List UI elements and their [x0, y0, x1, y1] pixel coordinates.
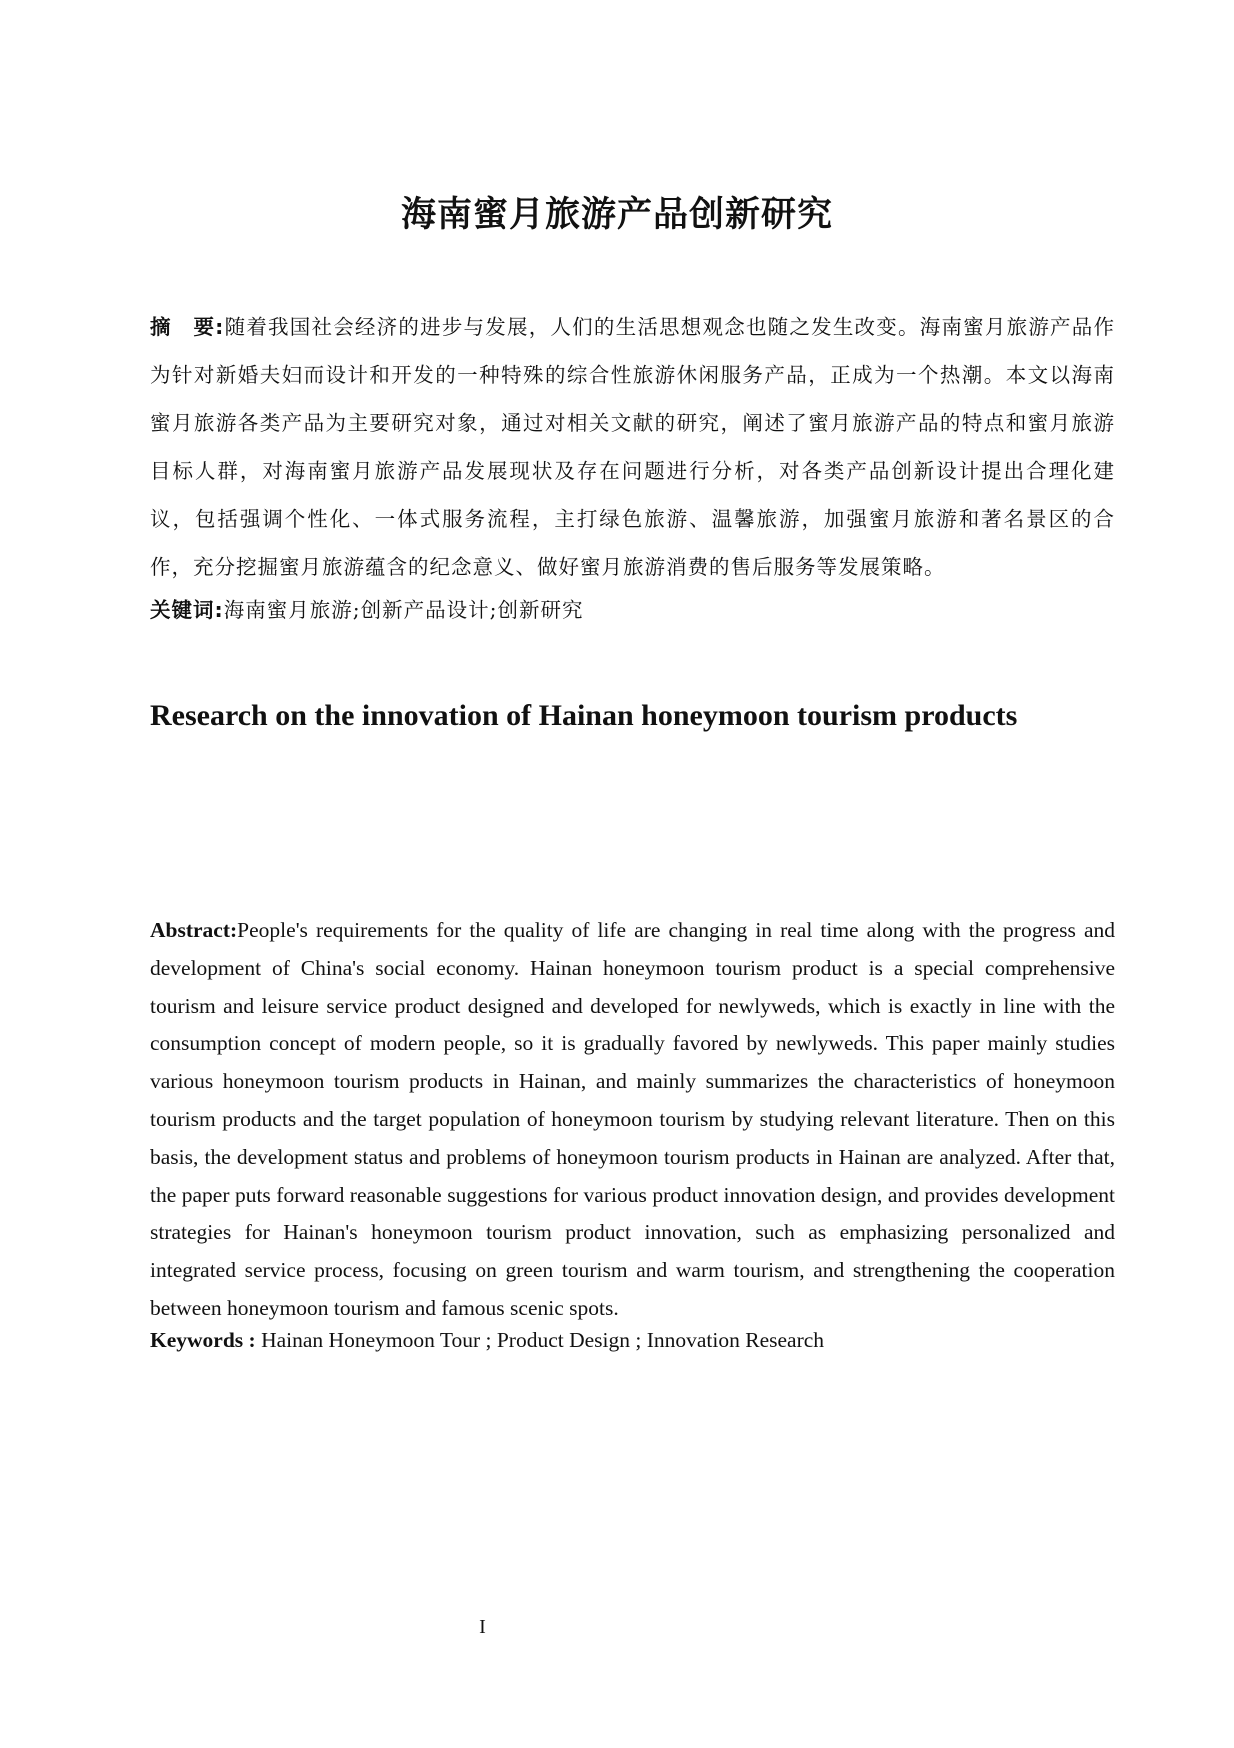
chinese-abstract	[150, 303, 1115, 591]
english-keywords-text: Hainan Honeymoon Tour ; Product Design ; Innovation Research	[255, 1328, 825, 1352]
english-abstract-label: Abstract:	[150, 918, 238, 942]
chinese-keywords	[150, 590, 1115, 630]
chinese-keywords-label: 关键词:	[150, 598, 224, 622]
english-keywords	[150, 1322, 1115, 1359]
chinese-title: 海南蜜月旅游产品创新研究	[400, 195, 833, 235]
page-number: I	[479, 1616, 486, 1638]
english-title: Research on the innovation of Hainan honeymoon tourism products	[150, 699, 1018, 732]
english-abstract	[150, 912, 1115, 1328]
chinese-keywords-text: 海南蜜月旅游;创新产品设计;创新研究	[223, 598, 584, 622]
chinese-abstract-label: 摘 要:	[150, 315, 225, 339]
chinese-abstract-text: 随着我国社会经济的进步与发展，人们的生活思想观念也随之发生改变。海南蜜月旅游产品作为针对新婚夫妇而设计和开发的一种特殊的综合性旅游休闲服务产品，正成为一个热潮。本文以海南蜜月旅游各类产品为主要研究对象，通过对相关文献的研究，阐述了蜜月旅游产品的特点和蜜月旅游目标人群，对海南蜜月旅游产品发展现状及存在问题进行分析，对各类产品创新设计提出合理化建议，包括强调个性化、一体式服务流程，主打绿色旅游、温馨旅游，加强蜜月旅游和著名景区的合作，充分挖掘蜜月旅游蕴含的纪念意义、做好蜜月旅游消费的售后服务等发展策略。	[150, 315, 1116, 579]
english-abstract-text: People's requirements for the quality of life are changing in real time along with the progress and development of China's social economy. Hainan honeymoon tourism product is a special comprehensive tourism and leisure service product designed and developed for newlyweds, which is exactly in line with the consumption concept of modern people, so it is gradually favored by newlyweds. This paper mainly studies various honeymoon tourism products in Hainan, and mainly summarizes the characteristics of honeymoon tourism products and the target population of honeymoon tourism by studying relevant literature. Then on this basis, the development status and problems of honeymoon tourism products in Hainan are analyzed. After that, the paper puts forward reasonable suggestions for various product innovation design, and provides development strategies for Hainan's honeymoon tourism product innovation, such as emphasizing personalized and integrated service process, focusing on green tourism and warm tourism, and strengthening the cooperation between honeymoon tourism and famous scenic spots.	[150, 918, 1115, 1320]
english-keywords-label: Keywords :	[150, 1328, 256, 1352]
